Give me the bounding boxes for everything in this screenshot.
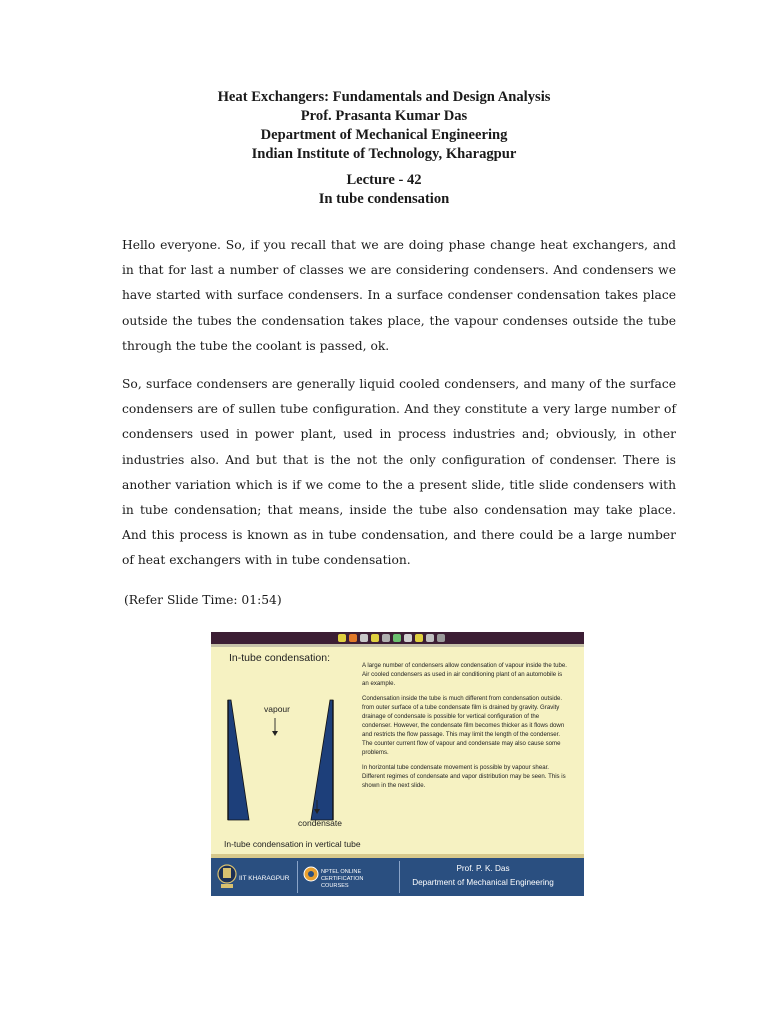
footer-separator xyxy=(297,861,298,893)
condensate-label: condensate xyxy=(298,818,342,828)
slide-bullets xyxy=(362,661,570,796)
document-header xyxy=(0,88,768,164)
iit-logo-icon xyxy=(217,862,237,890)
lecture-slide-image xyxy=(211,632,584,896)
professor-name: Prof. Prasanta Kumar Das xyxy=(300,108,468,124)
paragraph: So, surface condensers are generally liquid cooled condensers, and many of the surface condensers are of sullen tube configuration. And they constitute a very large number of condensers used in power plant, used in process industries and; obviously, in other industries also. And but that is the not the only configuration of condenser. There is another variation which is if we come to the a present slide, title slide condensers with in tube condensation; that means, inside the tube also condensation may take place. And this process is known as in tube condensation, and there could be a large number of heat exchangers with in tube condensation. xyxy=(122,377,676,568)
vapour-arrow-head xyxy=(272,731,278,736)
settings-icon xyxy=(437,634,445,642)
lecture-number: Lecture - 42 xyxy=(346,172,422,188)
figure-caption: In-tube condensation in vertical tube xyxy=(224,839,361,849)
footer-separator xyxy=(399,861,400,893)
slide-bullet: In horizontal tube condensate movement is possible by vapour shear. Different regimes of condensate and vapor distribution may be seen. This is shown in the next slide. xyxy=(362,764,566,789)
shape-icon xyxy=(393,634,401,642)
course-title: Heat Exchangers: Fundamentals and Design Analysis xyxy=(217,89,551,105)
highlighter-icon xyxy=(360,634,368,642)
text-icon xyxy=(404,634,412,642)
lecture-heading xyxy=(0,171,768,209)
lecture-title: In tube condensation xyxy=(318,191,450,207)
vapour-label: vapour xyxy=(264,704,290,714)
footer-department: Department of Mechanical Engineering xyxy=(412,878,554,887)
line-icon xyxy=(415,634,423,642)
department-name: Department of Mechanical Engineering xyxy=(260,127,508,143)
refer-slide-time: (Refer Slide Time: 01:54) xyxy=(124,593,282,607)
left-condensate-film xyxy=(228,700,249,820)
right-condensate-film xyxy=(311,700,333,820)
slide-title: In-tube condensation: xyxy=(229,652,330,664)
undo-icon xyxy=(426,634,434,642)
slide-bullet: A large number of condensers allow condensation of vapour inside the tube. Air cooled condensers as used in air conditioning plant of an automobile is an example. xyxy=(362,662,567,687)
footer-professor: Prof. P. K. Das xyxy=(456,864,510,873)
eraser-icon xyxy=(382,634,390,642)
marker-icon xyxy=(371,634,379,642)
institute-name: Indian Institute of Technology, Kharagpur xyxy=(251,146,517,162)
paragraph: Hello everyone. So, if you recall that we are doing phase change heat exchangers, and in that for last a number of classes we are considering condensers. And condensers we have started with surface condensers. In a surface condenser condensation takes place outside the tubes the condensation takes place, the vapour condenses outside the tube through the tube the coolant is passed, ok. xyxy=(122,238,676,353)
iit-kharagpur-label: IIT KHARAGPUR xyxy=(239,875,290,882)
nptel-logo-icon xyxy=(303,864,319,890)
slide-bullet: Condensation inside the tube is much different from condensation outside. from outer surface of a tube condensate film is drained by gravity. Gravity drainage of condensate is possible for vertical configuration of the condenser. However, the condensate film becomes thicker as it flows down and restricts the flow passage. This may limit the length of the condenser. The counter current flow of vapour and condensate may also cause some problems. xyxy=(362,695,565,756)
nptel-label: NPTEL ONLINE CERTIFICATION COURSES xyxy=(321,869,364,889)
